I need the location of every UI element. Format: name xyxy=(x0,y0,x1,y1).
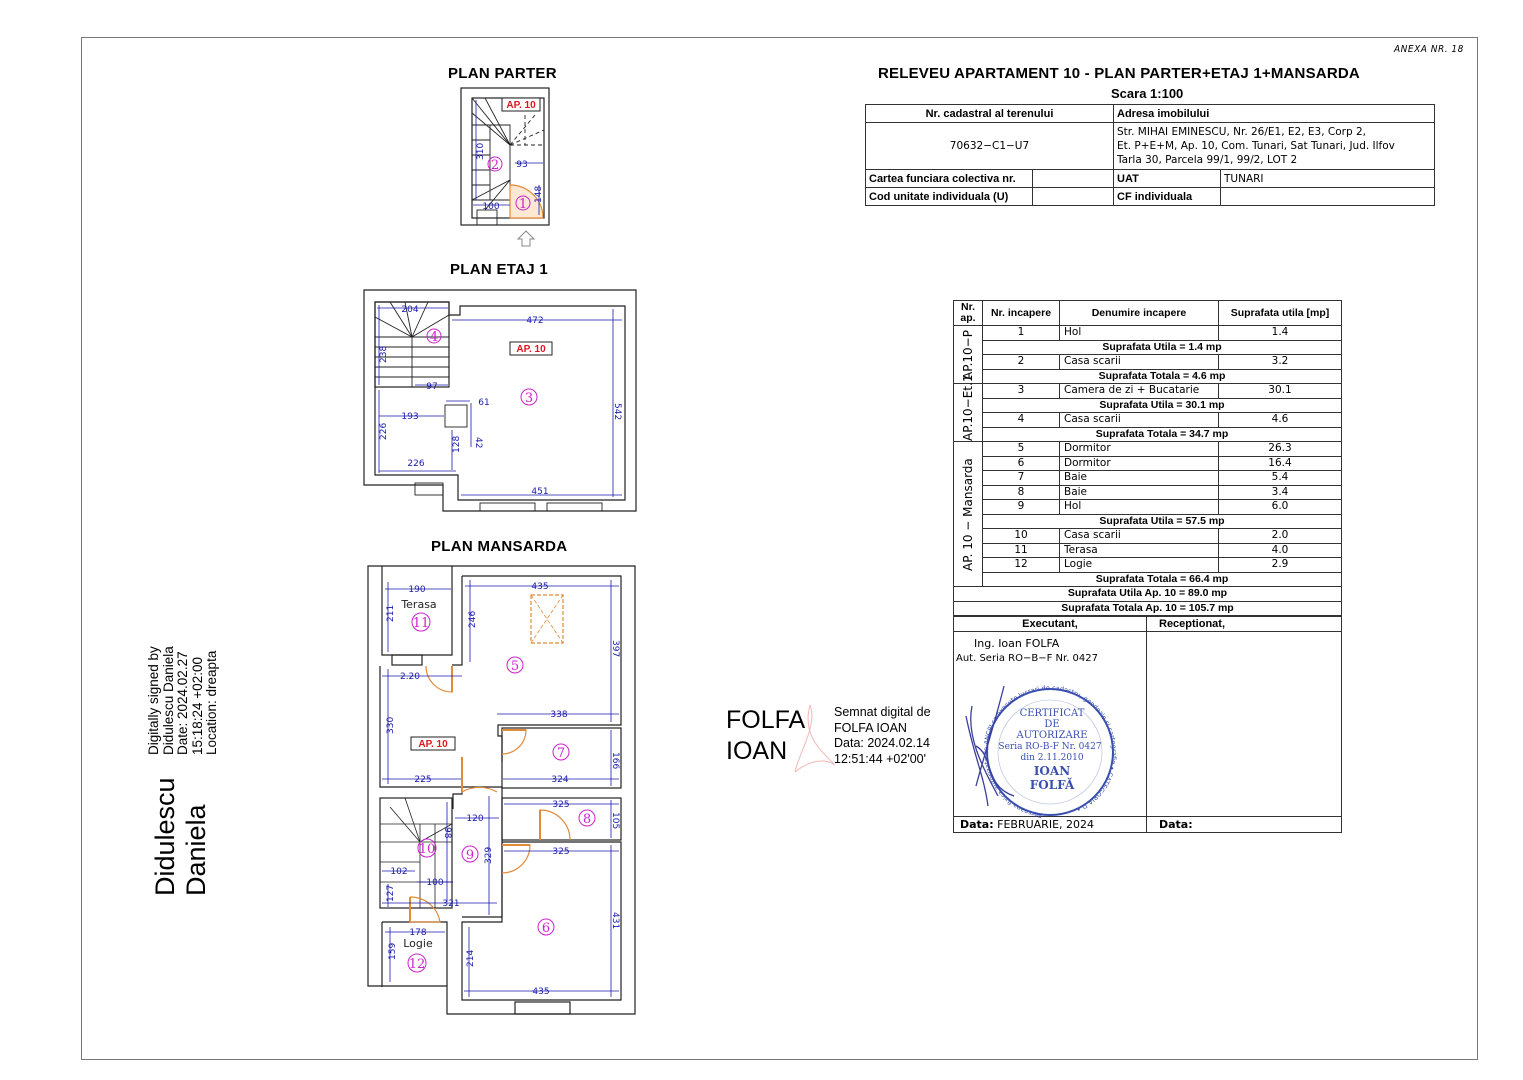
svg-text:190: 190 xyxy=(408,585,426,595)
svg-text:246: 246 xyxy=(468,610,478,628)
folfa-signature-name: FOLFA IOAN xyxy=(726,706,806,765)
scale-label: Scara 1:100 xyxy=(1111,86,1184,101)
didulescu-signature-details: Digitally signed by Didulescu Daniela Date: 2024.02.27 15:18:24 +02:00 Location: dreapta xyxy=(146,646,219,755)
date-label: Data: xyxy=(960,818,994,831)
room-area: 2.0 xyxy=(1219,529,1342,544)
svg-text:3: 3 xyxy=(524,391,534,406)
svg-text:Persoana fizica autorizata de: Persoana fizica autorizata de ANCPI sa execute lucrari de cadastru, geodezie si cartografie • CATEGORIA D • xyxy=(982,683,1119,820)
room-nr: 9 xyxy=(983,500,1060,515)
executant-label: Executant, xyxy=(954,617,1147,632)
plan-mansarda-drawing xyxy=(365,562,640,1020)
cf-individuala-value xyxy=(1221,188,1435,206)
subtotal-row: Suprafata Utila = 1.4 mp xyxy=(983,340,1342,355)
document-title: RELEVEU APARTAMENT 10 - PLAN PARTER+ETAJ 1+MANSARDA xyxy=(878,65,1360,82)
svg-text:105: 105 xyxy=(610,812,620,830)
room-name: Camera de zi + Bucatarie xyxy=(1060,384,1219,399)
svg-text:42: 42 xyxy=(473,437,483,449)
subtotal-row: Suprafata Utila = 57.5 mp xyxy=(983,514,1342,529)
room-area: 1.4 xyxy=(1219,326,1342,341)
svg-text:CERTIFICAT: CERTIFICAT xyxy=(1019,708,1085,719)
room-area: 6.0 xyxy=(1219,500,1342,515)
svg-text:AP. 10: AP. 10 xyxy=(506,100,536,111)
svg-text:451: 451 xyxy=(531,487,549,497)
room-area-table xyxy=(953,300,1342,616)
svg-text:4: 4 xyxy=(429,330,439,345)
annex-number: ANEXA NR. 18 xyxy=(1394,44,1464,55)
uat-label: UAT xyxy=(1114,170,1221,188)
svg-text:100: 100 xyxy=(482,202,500,212)
room-name: Baie xyxy=(1060,471,1219,486)
uat-value: TUNARI xyxy=(1221,170,1435,188)
cf-individuala-label: CF individuala xyxy=(1114,188,1221,206)
svg-text:2.20: 2.20 xyxy=(399,672,421,682)
room-name: Casa scarii xyxy=(1060,413,1219,428)
subtotal-row: Suprafata Utila = 30.1 mp xyxy=(983,398,1342,413)
group-label-mansarda: AP. 10 − Mansarda xyxy=(954,442,983,587)
svg-text:Seria RO-B-F Nr. 0427: Seria RO-B-F Nr. 0427 xyxy=(998,742,1102,752)
svg-text:214: 214 xyxy=(466,949,476,967)
svg-text:10: 10 xyxy=(418,842,436,857)
group-label-parter: AP.10−P xyxy=(954,326,983,384)
cf-colectiva-value xyxy=(1033,170,1114,188)
svg-text:11: 11 xyxy=(412,616,430,631)
svg-text:FOLFĂ: FOLFĂ xyxy=(1029,778,1075,792)
svg-text:225: 225 xyxy=(414,775,432,785)
address-value xyxy=(1114,123,1435,170)
room-area: 30.1 xyxy=(1219,384,1342,399)
svg-text:325: 325 xyxy=(552,847,570,857)
svg-text:329: 329 xyxy=(484,846,494,864)
svg-text:435: 435 xyxy=(532,987,550,997)
plan-parter-title: PLAN PARTER xyxy=(448,65,557,82)
subtotal-row: Suprafata Totala = 34.7 mp xyxy=(983,427,1342,442)
svg-text:226: 226 xyxy=(379,422,389,440)
room-area: 3.2 xyxy=(1219,355,1342,370)
plan-etaj1-title: PLAN ETAJ 1 xyxy=(450,261,549,278)
room-area: 5.4 xyxy=(1219,471,1342,486)
svg-text:DE: DE xyxy=(1044,719,1060,730)
svg-text:102: 102 xyxy=(390,867,408,877)
signature-table xyxy=(953,616,1342,833)
receptionat-label: Receptionat, xyxy=(1147,617,1342,632)
svg-text:178: 178 xyxy=(409,928,427,938)
svg-text:1: 1 xyxy=(518,197,528,212)
cadastral-info-table xyxy=(865,104,1435,206)
address-line: Et. P+E+M, Ap. 10, Com. Tunari, Sat Tunari, Jud. Ilfov xyxy=(1117,140,1395,152)
date-value: FEBRUARIE, 2024 xyxy=(997,818,1095,831)
svg-text:AP. 10: AP. 10 xyxy=(516,344,546,355)
room-area: 26.3 xyxy=(1219,442,1342,457)
svg-text:127: 127 xyxy=(386,884,396,902)
pdf-signature-watermark xyxy=(790,700,840,780)
svg-text:5: 5 xyxy=(510,659,520,674)
address-label: Adresa imobilului xyxy=(1114,105,1435,123)
folfa-signature-details: Semnat digital de FOLFA IOAN Data: 2024.02.14 12:51:44 +02'00' xyxy=(834,705,931,766)
subtotal-row: Suprafata Totala = 4.6 mp xyxy=(983,369,1342,384)
svg-text:226: 226 xyxy=(407,459,425,469)
svg-text:238: 238 xyxy=(379,345,389,363)
room-nr: 4 xyxy=(983,413,1060,428)
total-totala-row: Suprafata Totala Ap. 10 = 105.7 mp xyxy=(954,601,1342,616)
svg-text:IOAN: IOAN xyxy=(1033,764,1071,778)
cod-unitate-value xyxy=(1033,188,1114,206)
total-utila-row: Suprafata Utila Ap. 10 = 89.0 mp xyxy=(954,587,1342,602)
svg-text:148: 148 xyxy=(534,185,544,203)
plan-parter-drawing xyxy=(455,85,555,250)
svg-text:Logie: Logie xyxy=(403,937,433,950)
svg-text:61: 61 xyxy=(478,398,490,408)
room-nr: 8 xyxy=(983,485,1060,500)
svg-text:97: 97 xyxy=(426,382,438,392)
room-name: Terasa xyxy=(1060,543,1219,558)
room-nr: 10 xyxy=(983,529,1060,544)
room-name: Baie xyxy=(1060,485,1219,500)
room-name: Logie xyxy=(1060,558,1219,573)
svg-text:98: 98 xyxy=(442,827,452,839)
svg-text:AUTORIZARE: AUTORIZARE xyxy=(1016,730,1088,741)
plan-etaj1-drawing xyxy=(360,285,640,515)
room-nr: 5 xyxy=(983,442,1060,457)
svg-text:193: 193 xyxy=(401,412,419,422)
cadastral-label: Nr. cadastral al terenului xyxy=(866,105,1114,123)
svg-text:9: 9 xyxy=(465,848,475,863)
header-nr-ap: Nr. ap. xyxy=(954,301,983,326)
svg-text:Terasa: Terasa xyxy=(401,598,437,611)
entry-arrow-icon xyxy=(518,231,534,246)
room-name: Casa scarii xyxy=(1060,529,1219,544)
svg-text:435: 435 xyxy=(531,582,549,592)
room-name: Hol xyxy=(1060,326,1219,341)
svg-text:AP. 10: AP. 10 xyxy=(418,739,448,750)
svg-text:397: 397 xyxy=(610,640,620,658)
svg-text:12: 12 xyxy=(408,957,426,972)
room-nr: 11 xyxy=(983,543,1060,558)
room-name: Casa scarii xyxy=(1060,355,1219,370)
header-denumire: Denumire incapere xyxy=(1060,301,1219,326)
svg-text:338: 338 xyxy=(550,710,568,720)
subtotal-row: Suprafata Totala = 66.4 mp xyxy=(983,572,1342,587)
svg-text:321: 321 xyxy=(442,899,460,909)
engineer-name: Ing. Ioan FOLFA xyxy=(974,637,1060,650)
svg-text:100: 100 xyxy=(426,878,444,888)
room-nr: 3 xyxy=(983,384,1060,399)
svg-text:325: 325 xyxy=(552,800,570,810)
room-area: 3.4 xyxy=(1219,485,1342,500)
room-name: Dormitor xyxy=(1060,442,1219,457)
svg-text:472: 472 xyxy=(526,316,544,326)
cf-colectiva-label: Cartea funciara colectiva nr. xyxy=(866,170,1033,188)
svg-text:330: 330 xyxy=(386,716,396,734)
authorization-number: Aut. Seria RO−B−F Nr. 0427 xyxy=(956,653,1099,664)
room-nr: 6 xyxy=(983,456,1060,471)
cadastral-value: 70632−C1−U7 xyxy=(866,123,1114,170)
executant-cell xyxy=(954,632,1147,820)
room-area: 2.9 xyxy=(1219,558,1342,573)
svg-text:6: 6 xyxy=(541,921,551,936)
room-name: Dormitor xyxy=(1060,456,1219,471)
authorization-stamp xyxy=(954,676,1144,826)
room-nr: 1 xyxy=(983,326,1060,341)
svg-text:93: 93 xyxy=(516,160,528,170)
svg-text:din 2.11.2010: din 2.11.2010 xyxy=(1020,753,1084,763)
room-nr: 12 xyxy=(983,558,1060,573)
address-line: Tarla 30, Parcela 99/1, 99/2, LOT 2 xyxy=(1117,154,1298,166)
room-area: 4.0 xyxy=(1219,543,1342,558)
svg-text:310: 310 xyxy=(476,142,486,160)
svg-text:2: 2 xyxy=(490,158,500,173)
svg-text:211: 211 xyxy=(386,604,396,622)
svg-text:166: 166 xyxy=(610,752,620,770)
svg-text:159: 159 xyxy=(388,942,398,960)
address-line: Str. MIHAI EMINESCU, Nr. 26/E1, E2, E3, Corp 2, xyxy=(1117,126,1366,138)
svg-text:542: 542 xyxy=(612,403,622,421)
room-name: Hol xyxy=(1060,500,1219,515)
group-label-etaj1: AP.10−Et.1 xyxy=(954,384,983,442)
didulescu-signature-name: Didulescu Daniela xyxy=(150,777,211,896)
room-area: 16.4 xyxy=(1219,456,1342,471)
receptionat-date xyxy=(1147,817,1342,833)
svg-text:324: 324 xyxy=(551,775,569,785)
svg-text:204: 204 xyxy=(401,305,419,315)
svg-text:7: 7 xyxy=(556,746,566,761)
header-nr-incapere: Nr. incapere xyxy=(983,301,1060,326)
svg-text:128: 128 xyxy=(452,435,462,453)
plan-mansarda-title: PLAN MANSARDA xyxy=(431,538,568,555)
date-label: Data: xyxy=(1159,818,1193,831)
receptionat-cell xyxy=(1147,632,1342,817)
header-suprafata: Suprafata utila [mp] xyxy=(1219,301,1342,326)
cod-unitate-label: Cod unitate individuala (U) xyxy=(866,188,1033,206)
svg-text:431: 431 xyxy=(610,912,620,930)
room-nr: 2 xyxy=(983,355,1060,370)
room-area: 4.6 xyxy=(1219,413,1342,428)
room-nr: 7 xyxy=(983,471,1060,486)
svg-text:120: 120 xyxy=(466,814,484,824)
svg-text:8: 8 xyxy=(582,812,592,827)
